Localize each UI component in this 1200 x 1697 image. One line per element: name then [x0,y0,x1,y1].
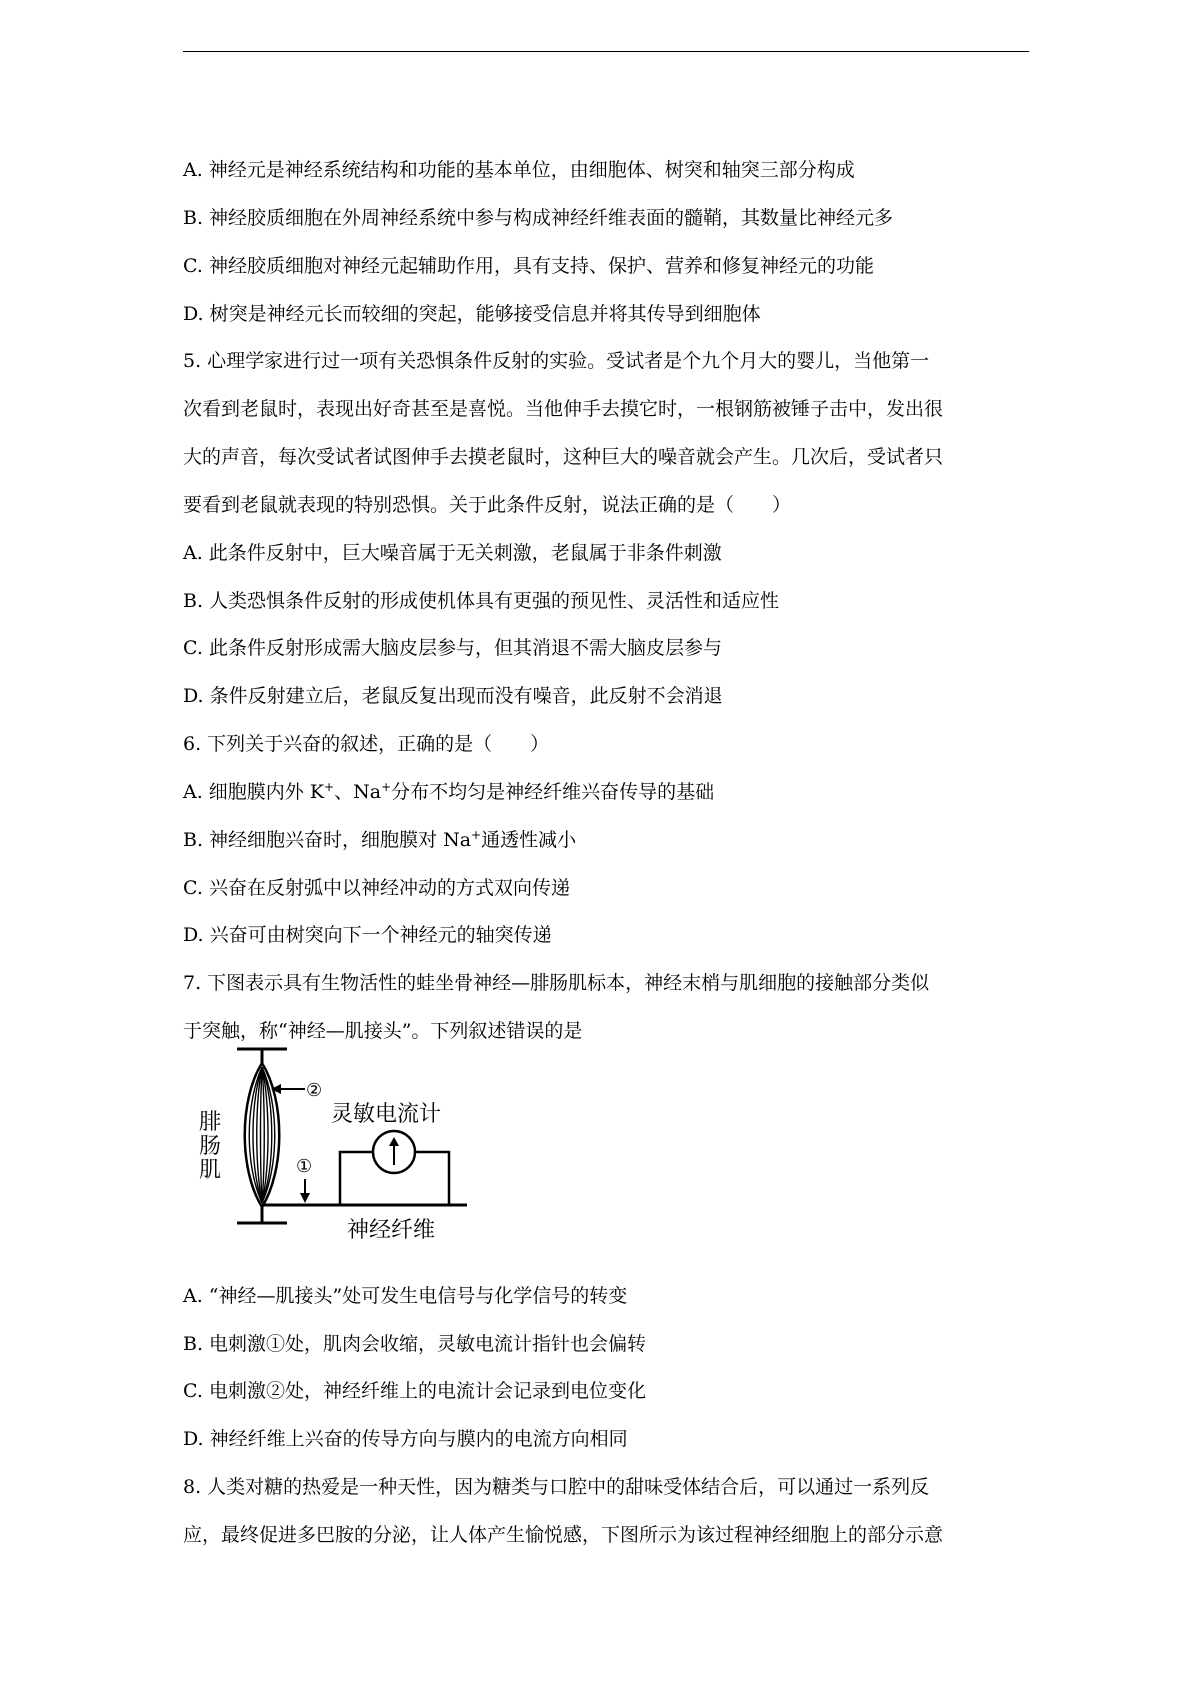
q5-stem-line-4: 要看到老鼠就表现的特别恐惧。关于此条件反射，说法正确的是（ ） [183,494,792,516]
sodium-charge: + [471,828,482,842]
q5-option-a: A. 此条件反射中，巨大噪音属于无关刺激，老鼠属于非条件刺激 [183,542,722,564]
q6-option-a-text-3: 分布不均匀是神经纤维兴奋传导的基础 [391,781,715,803]
sodium-charge: + [381,780,392,794]
q4-option-d: D. 树突是神经元长而较细的突起，能够接受信息并将其传导到细胞体 [183,303,761,325]
q8-stem-line-2: 应，最终促进多巴胺的分泌，让人体产生愉悦感，下图所示为该过程神经细胞上的部分示意 [183,1524,944,1546]
q5-stem-line-3: 大的声音，每次受试者试图伸手去摸老鼠时，这种巨大的噪音就会产生。几次后，受试者只 [183,446,944,468]
q7-stem-line-2: 于突触，称“神经—肌接头”。下列叙述错误的是 [183,1020,583,1042]
q6-option-c: C. 兴奋在反射弧中以神经冲动的方式双向传递 [183,877,570,899]
q7-option-d: D. 神经纤维上兴奋的传导方向与膜内的电流方向相同 [183,1428,628,1450]
q4-option-c: C. 神经胶质细胞对神经元起辅助作用，具有支持、保护、营养和修复神经元的功能 [183,255,874,277]
stimulus-arrowhead [300,1193,310,1203]
muscle-label-char-1: 腓 [199,1110,222,1135]
q5-option-d: D. 条件反射建立后，老鼠反复出现而没有噪音，此反射不会消退 [183,685,723,707]
q7-option-c: C. 电刺激②处，神经纤维上的电流计会记录到电位变化 [183,1380,646,1402]
q7-stem-line-1: 7. 下图表示具有生物活性的蛙坐骨神经—腓肠肌标本，神经末梢与肌细胞的接触部分类似 [183,972,930,994]
q6-option-b-text-1: B. 神经细胞兴奋时，细胞膜对 Na [183,829,472,851]
nerve-muscle-figure [195,1045,485,1255]
q7-option-a: A. “神经—肌接头”处可发生电信号与化学信号的转变 [183,1285,628,1307]
potassium-charge: + [324,780,335,794]
muscle-label-char-3: 肌 [199,1158,222,1183]
q6-stem: 6. 下列关于兴奋的叙述，正确的是（ ） [183,733,550,755]
q6-option-b [183,827,1029,853]
marker-2-label: ② [306,1080,323,1101]
q5-stem-line-2: 次看到老鼠时，表现出好奇甚至是喜悦。当他伸手去摸它时，一根钢筋被锤子击中，发出很 [183,398,944,420]
q8-stem-line-1: 8. 人类对糖的热爱是一种天性，因为糖类与口腔中的甜味受体结合后，可以通过一系列反 [183,1476,930,1498]
q5-stem-line-1: 5. 心理学家进行过一项有关恐惧条件反射的实验。受试者是个九个月大的婴儿，当他第一 [183,350,930,372]
q4-option-a: A. 神经元是神经系统结构和功能的基本单位，由细胞体、树突和轴突三部分构成 [183,159,855,181]
q6-option-d: D. 兴奋可由树突向下一个神经元的轴突传递 [183,924,552,946]
q6-option-a-text-2: 、Na [334,781,382,803]
galvanometer-label: 灵敏电流计 [331,1102,442,1127]
nerve-fiber-label: 神经纤维 [347,1218,436,1243]
q6-option-a [183,779,1029,805]
q6-option-a-text-1: A. 细胞膜内外 K [183,781,325,803]
marker-1-label: ① [296,1156,313,1177]
q7-option-b: B. 电刺激①处，肌肉会收缩，灵敏电流计指针也会偏转 [183,1333,647,1355]
q4-option-b: B. 神经胶质细胞在外周神经系统中参与构成神经纤维表面的髓鞘，其数量比神经元多 [183,207,894,229]
q5-option-c: C. 此条件反射形成需大脑皮层参与，但其消退不需大脑皮层参与 [183,637,722,659]
header-rule [183,51,1029,52]
muscle-label-char-2: 肠 [199,1134,222,1159]
q5-option-b: B. 人类恐惧条件反射的形成使机体具有更强的预见性、灵活性和适应性 [183,590,780,612]
q6-option-b-text-2: 通透性减小 [481,829,577,851]
